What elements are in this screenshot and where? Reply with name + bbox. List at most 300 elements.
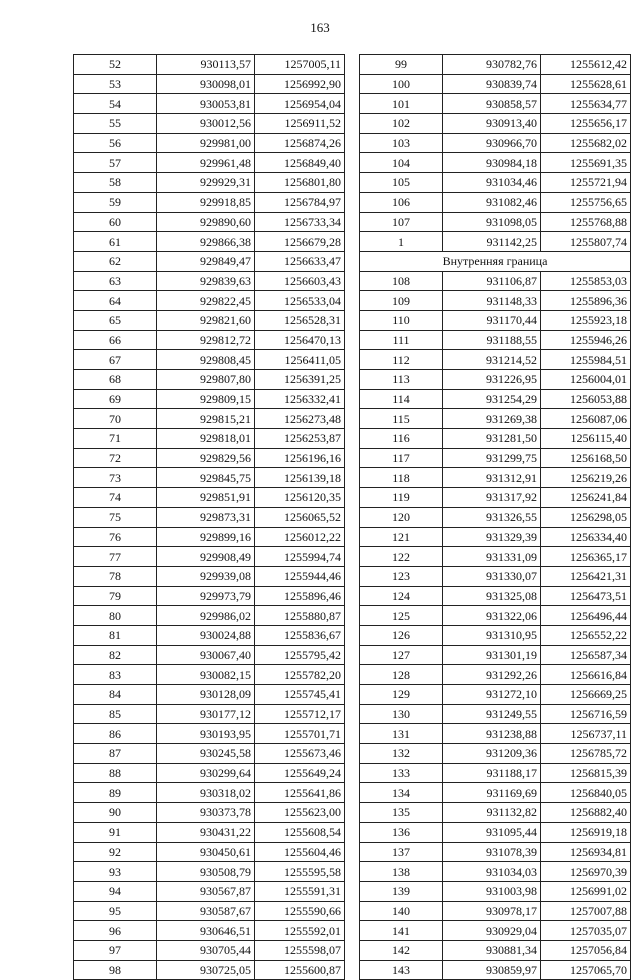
table-row [74, 606, 345, 626]
x-coordinate: 929822,45 [157, 291, 255, 311]
x-coordinate: 931078,39 [443, 842, 541, 862]
table-row [74, 566, 345, 586]
table-row [360, 271, 631, 291]
table-row [74, 881, 345, 901]
table-row [74, 173, 345, 193]
table-row [360, 94, 631, 114]
x-coordinate: 930299,64 [157, 763, 255, 783]
table-row [360, 842, 631, 862]
table-row [360, 901, 631, 921]
table-row [360, 724, 631, 744]
y-coordinate: 1255600,87 [255, 960, 345, 980]
point-number: 80 [74, 606, 157, 626]
point-number: 119 [360, 488, 443, 508]
point-number: 107 [360, 212, 443, 232]
table-row [360, 783, 631, 803]
x-coordinate: 930067,40 [157, 645, 255, 665]
point-number: 118 [360, 468, 443, 488]
point-number: 86 [74, 724, 157, 744]
x-coordinate: 930177,12 [157, 704, 255, 724]
y-coordinate: 1256087,06 [541, 409, 631, 429]
table-row [74, 55, 345, 75]
x-coordinate: 931132,82 [443, 803, 541, 823]
table-row [360, 114, 631, 134]
point-number: 76 [74, 527, 157, 547]
x-coordinate: 931148,33 [443, 291, 541, 311]
y-coordinate: 1256168,50 [541, 448, 631, 468]
x-coordinate: 930567,87 [157, 881, 255, 901]
x-coordinate: 930082,15 [157, 665, 255, 685]
point-number: 77 [74, 547, 157, 567]
x-coordinate: 929866,38 [157, 232, 255, 252]
table-row [360, 192, 631, 212]
y-coordinate: 1257005,11 [255, 55, 345, 75]
y-coordinate: 1256528,31 [255, 310, 345, 330]
x-coordinate: 931188,55 [443, 330, 541, 350]
table-row [360, 173, 631, 193]
x-coordinate: 930782,76 [443, 55, 541, 75]
table-row [74, 271, 345, 291]
x-coordinate: 930966,70 [443, 133, 541, 153]
point-number: 104 [360, 153, 443, 173]
x-coordinate: 929851,91 [157, 488, 255, 508]
x-coordinate: 929849,47 [157, 251, 255, 271]
point-number: 69 [74, 389, 157, 409]
y-coordinate: 1255853,03 [541, 271, 631, 291]
y-coordinate: 1255604,46 [255, 842, 345, 862]
table-row [74, 665, 345, 685]
table-row [74, 212, 345, 232]
x-coordinate: 931095,44 [443, 822, 541, 842]
x-coordinate: 931331,09 [443, 547, 541, 567]
point-number: 79 [74, 586, 157, 606]
x-coordinate: 929873,31 [157, 507, 255, 527]
y-coordinate: 1255641,86 [255, 783, 345, 803]
x-coordinate: 930725,05 [157, 960, 255, 980]
table-row [74, 685, 345, 705]
y-coordinate: 1255712,17 [255, 704, 345, 724]
point-number: 120 [360, 507, 443, 527]
y-coordinate: 1256421,31 [541, 566, 631, 586]
table-row [74, 960, 345, 980]
table-row [74, 429, 345, 449]
x-coordinate: 930705,44 [157, 940, 255, 960]
x-coordinate: 931188,17 [443, 763, 541, 783]
point-number: 64 [74, 291, 157, 311]
y-coordinate: 1256473,51 [541, 586, 631, 606]
table-row [74, 94, 345, 114]
table-row [360, 409, 631, 429]
x-coordinate: 931226,95 [443, 370, 541, 390]
x-coordinate: 929973,79 [157, 586, 255, 606]
coordinates-table-right-body [360, 55, 631, 980]
y-coordinate: 1257035,07 [541, 921, 631, 941]
y-coordinate: 1256253,87 [255, 429, 345, 449]
table-row [360, 606, 631, 626]
x-coordinate: 930193,95 [157, 724, 255, 744]
y-coordinate: 1256273,48 [255, 409, 345, 429]
y-coordinate: 1255807,74 [541, 232, 631, 252]
y-coordinate: 1255946,26 [541, 330, 631, 350]
point-number: 56 [74, 133, 157, 153]
point-number: 63 [74, 271, 157, 291]
table-row [360, 330, 631, 350]
y-coordinate: 1256801,80 [255, 173, 345, 193]
point-number: 97 [74, 940, 157, 960]
x-coordinate: 929839,63 [157, 271, 255, 291]
y-coordinate: 1255782,20 [255, 665, 345, 685]
y-coordinate: 1255768,88 [541, 212, 631, 232]
table-row [74, 724, 345, 744]
y-coordinate: 1256815,39 [541, 763, 631, 783]
table-row [360, 232, 631, 252]
y-coordinate: 1256241,84 [541, 488, 631, 508]
section-header: Внутренняя граница [360, 251, 631, 271]
y-coordinate: 1255691,35 [541, 153, 631, 173]
y-coordinate: 1255756,65 [541, 192, 631, 212]
y-coordinate: 1256196,16 [255, 448, 345, 468]
table-row [360, 74, 631, 94]
table-row [74, 330, 345, 350]
point-number: 65 [74, 310, 157, 330]
y-coordinate: 1256882,40 [541, 803, 631, 823]
point-number: 68 [74, 370, 157, 390]
y-coordinate: 1256785,72 [541, 744, 631, 764]
table-row [360, 704, 631, 724]
table-row [360, 803, 631, 823]
y-coordinate: 1255795,42 [255, 645, 345, 665]
x-coordinate: 930913,40 [443, 114, 541, 134]
y-coordinate: 1256679,28 [255, 232, 345, 252]
y-coordinate: 1255745,41 [255, 685, 345, 705]
table-row [360, 881, 631, 901]
x-coordinate: 931269,38 [443, 409, 541, 429]
page-number: 163 [310, 20, 330, 35]
x-coordinate: 931209,36 [443, 744, 541, 764]
x-coordinate: 931214,52 [443, 350, 541, 370]
y-coordinate: 1256669,25 [541, 685, 631, 705]
y-coordinate: 1256334,40 [541, 527, 631, 547]
table-row [74, 940, 345, 960]
x-coordinate: 931325,08 [443, 586, 541, 606]
y-coordinate: 1257065,70 [541, 960, 631, 980]
point-number: 57 [74, 153, 157, 173]
x-coordinate: 931272,10 [443, 685, 541, 705]
table-row [360, 133, 631, 153]
y-coordinate: 1255592,01 [255, 921, 345, 941]
table-row [74, 74, 345, 94]
y-coordinate: 1255591,31 [255, 881, 345, 901]
table-row [74, 625, 345, 645]
point-number: 128 [360, 665, 443, 685]
y-coordinate: 1256552,22 [541, 625, 631, 645]
y-coordinate: 1255595,58 [255, 862, 345, 882]
point-number: 82 [74, 645, 157, 665]
y-coordinate: 1255649,24 [255, 763, 345, 783]
point-number: 142 [360, 940, 443, 960]
table-row [360, 212, 631, 232]
table-row [74, 763, 345, 783]
y-coordinate: 1255896,36 [541, 291, 631, 311]
y-coordinate: 1256496,44 [541, 606, 631, 626]
y-coordinate: 1256004,01 [541, 370, 631, 390]
x-coordinate: 931169,69 [443, 783, 541, 803]
y-coordinate: 1256919,18 [541, 822, 631, 842]
y-coordinate: 1255628,61 [541, 74, 631, 94]
x-coordinate: 930450,61 [157, 842, 255, 862]
x-coordinate: 929829,56 [157, 448, 255, 468]
y-coordinate: 1256874,26 [255, 133, 345, 153]
x-coordinate: 931142,25 [443, 232, 541, 252]
y-coordinate: 1256115,40 [541, 429, 631, 449]
table-row [360, 547, 631, 567]
point-number: 141 [360, 921, 443, 941]
table-row [360, 468, 631, 488]
y-coordinate: 1255656,17 [541, 114, 631, 134]
y-coordinate: 1256139,18 [255, 468, 345, 488]
y-coordinate: 1255944,46 [255, 566, 345, 586]
point-number: 131 [360, 724, 443, 744]
table-row [74, 488, 345, 508]
y-coordinate: 1256470,13 [255, 330, 345, 350]
table-row [360, 370, 631, 390]
table-row [74, 547, 345, 567]
point-number: 59 [74, 192, 157, 212]
point-number: 113 [360, 370, 443, 390]
point-number: 53 [74, 74, 157, 94]
x-coordinate: 929808,45 [157, 350, 255, 370]
y-coordinate: 1256784,97 [255, 192, 345, 212]
point-number: 105 [360, 173, 443, 193]
point-number: 58 [74, 173, 157, 193]
y-coordinate: 1255608,54 [255, 822, 345, 842]
point-number: 115 [360, 409, 443, 429]
point-number: 137 [360, 842, 443, 862]
x-coordinate: 929845,75 [157, 468, 255, 488]
table-row [360, 153, 631, 173]
point-number: 100 [360, 74, 443, 94]
y-coordinate: 1256012,22 [255, 527, 345, 547]
point-number: 125 [360, 606, 443, 626]
x-coordinate: 930373,78 [157, 803, 255, 823]
x-coordinate: 931170,44 [443, 310, 541, 330]
x-coordinate: 929929,31 [157, 173, 255, 193]
table-row [74, 803, 345, 823]
table-row [74, 409, 345, 429]
point-number: 93 [74, 862, 157, 882]
x-coordinate: 929812,72 [157, 330, 255, 350]
x-coordinate: 931329,39 [443, 527, 541, 547]
x-coordinate: 930508,79 [157, 862, 255, 882]
table-row [74, 645, 345, 665]
table-row [74, 350, 345, 370]
table-row [360, 291, 631, 311]
table-row [74, 232, 345, 252]
table-row [360, 685, 631, 705]
point-number: 74 [74, 488, 157, 508]
x-coordinate: 931106,87 [443, 271, 541, 291]
point-number: 90 [74, 803, 157, 823]
y-coordinate: 1255682,02 [541, 133, 631, 153]
point-number: 66 [74, 330, 157, 350]
point-number: 78 [74, 566, 157, 586]
y-coordinate: 1255880,87 [255, 606, 345, 626]
x-coordinate: 929807,80 [157, 370, 255, 390]
y-coordinate: 1255896,46 [255, 586, 345, 606]
x-coordinate: 930024,88 [157, 625, 255, 645]
y-coordinate: 1255634,77 [541, 94, 631, 114]
point-number: 127 [360, 645, 443, 665]
point-number: 121 [360, 527, 443, 547]
y-coordinate: 1256332,41 [255, 389, 345, 409]
coordinates-table-right [359, 54, 631, 980]
y-coordinate: 1256219,26 [541, 468, 631, 488]
y-coordinate: 1255994,74 [255, 547, 345, 567]
table-row [74, 389, 345, 409]
point-number: 109 [360, 291, 443, 311]
point-number: 91 [74, 822, 157, 842]
table-row [74, 291, 345, 311]
point-number: 106 [360, 192, 443, 212]
x-coordinate: 930881,34 [443, 940, 541, 960]
point-number: 88 [74, 763, 157, 783]
y-coordinate: 1256991,02 [541, 881, 631, 901]
y-coordinate: 1256053,88 [541, 389, 631, 409]
point-number: 135 [360, 803, 443, 823]
x-coordinate: 930318,02 [157, 783, 255, 803]
table-row [74, 370, 345, 390]
x-coordinate: 930646,51 [157, 921, 255, 941]
point-number: 110 [360, 310, 443, 330]
table-row [360, 921, 631, 941]
point-number: 103 [360, 133, 443, 153]
x-coordinate: 930245,58 [157, 744, 255, 764]
point-number: 116 [360, 429, 443, 449]
point-number: 139 [360, 881, 443, 901]
table-row [360, 566, 631, 586]
table-row [74, 822, 345, 842]
table-row [360, 822, 631, 842]
x-coordinate: 930984,18 [443, 153, 541, 173]
coordinates-table-left-body [74, 55, 345, 980]
point-number: 60 [74, 212, 157, 232]
table-row [74, 507, 345, 527]
x-coordinate: 929939,08 [157, 566, 255, 586]
x-coordinate: 930839,74 [443, 74, 541, 94]
y-coordinate: 1256587,34 [541, 645, 631, 665]
point-number: 84 [74, 685, 157, 705]
table-row [360, 665, 631, 685]
table-row [74, 310, 345, 330]
x-coordinate: 929818,01 [157, 429, 255, 449]
x-coordinate: 931254,29 [443, 389, 541, 409]
x-coordinate: 931299,75 [443, 448, 541, 468]
y-coordinate: 1255623,00 [255, 803, 345, 823]
x-coordinate: 929815,21 [157, 409, 255, 429]
x-coordinate: 930098,01 [157, 74, 255, 94]
x-coordinate: 930587,67 [157, 901, 255, 921]
table-row [74, 153, 345, 173]
point-number: 96 [74, 921, 157, 941]
y-coordinate: 1256992,90 [255, 74, 345, 94]
point-number: 62 [74, 251, 157, 271]
x-coordinate: 930128,09 [157, 685, 255, 705]
point-number: 108 [360, 271, 443, 291]
x-coordinate: 931249,55 [443, 704, 541, 724]
table-row [360, 625, 631, 645]
table-row [74, 842, 345, 862]
x-coordinate: 929981,00 [157, 133, 255, 153]
x-coordinate: 930012,56 [157, 114, 255, 134]
y-coordinate: 1256970,39 [541, 862, 631, 882]
point-number: 123 [360, 566, 443, 586]
x-coordinate: 931317,92 [443, 488, 541, 508]
table-row [360, 448, 631, 468]
coordinates-table-left [73, 54, 345, 980]
x-coordinate: 930978,17 [443, 901, 541, 921]
x-coordinate: 931301,19 [443, 645, 541, 665]
x-coordinate: 931098,05 [443, 212, 541, 232]
y-coordinate: 1255923,18 [541, 310, 631, 330]
point-number: 55 [74, 114, 157, 134]
table-row [74, 527, 345, 547]
point-number: 122 [360, 547, 443, 567]
x-coordinate: 929899,16 [157, 527, 255, 547]
table-row [74, 133, 345, 153]
table-row [360, 429, 631, 449]
x-coordinate: 929890,60 [157, 212, 255, 232]
x-coordinate: 929821,60 [157, 310, 255, 330]
table-row [360, 862, 631, 882]
table-row [360, 507, 631, 527]
point-number: 102 [360, 114, 443, 134]
x-coordinate: 930858,57 [443, 94, 541, 114]
point-number: 98 [74, 960, 157, 980]
x-coordinate: 929986,02 [157, 606, 255, 626]
point-number: 129 [360, 685, 443, 705]
point-number: 130 [360, 704, 443, 724]
y-coordinate: 1255701,71 [255, 724, 345, 744]
y-coordinate: 1256849,40 [255, 153, 345, 173]
point-number: 117 [360, 448, 443, 468]
table-row [360, 763, 631, 783]
point-number: 89 [74, 783, 157, 803]
x-coordinate: 930431,22 [157, 822, 255, 842]
table-row [74, 704, 345, 724]
y-coordinate: 1256603,43 [255, 271, 345, 291]
x-coordinate: 931326,55 [443, 507, 541, 527]
section-header-row [360, 251, 631, 271]
y-coordinate: 1256391,25 [255, 370, 345, 390]
y-coordinate: 1256716,59 [541, 704, 631, 724]
y-coordinate: 1256365,17 [541, 547, 631, 567]
y-coordinate: 1257007,88 [541, 901, 631, 921]
y-coordinate: 1257056,84 [541, 940, 631, 960]
point-number: 92 [74, 842, 157, 862]
table-row [360, 389, 631, 409]
x-coordinate: 931034,46 [443, 173, 541, 193]
x-coordinate: 931238,88 [443, 724, 541, 744]
x-coordinate: 931310,95 [443, 625, 541, 645]
point-number: 81 [74, 625, 157, 645]
table-row [360, 960, 631, 980]
y-coordinate: 1255984,51 [541, 350, 631, 370]
point-number: 143 [360, 960, 443, 980]
y-coordinate: 1256120,35 [255, 488, 345, 508]
y-coordinate: 1256633,47 [255, 251, 345, 271]
point-number: 124 [360, 586, 443, 606]
y-coordinate: 1256934,81 [541, 842, 631, 862]
